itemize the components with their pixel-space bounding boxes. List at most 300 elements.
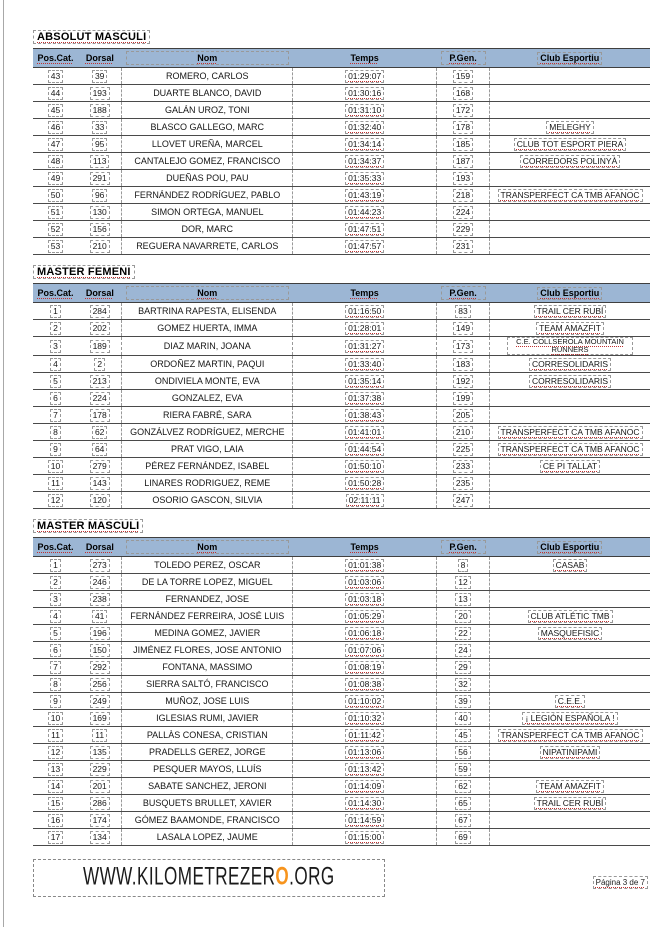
table-row xyxy=(33,68,650,85)
cell-value: 01:35:14 xyxy=(345,375,384,388)
cell-value: 205 xyxy=(453,409,473,422)
pos-cat-cell xyxy=(33,68,78,85)
p-gen-cell xyxy=(437,68,490,85)
nom-cell: OSORIO GASCON, SILVIA xyxy=(122,492,293,509)
pos-cat-cell xyxy=(33,320,78,337)
dorsal-cell xyxy=(78,441,122,458)
nom-cell: MEDINA GOMEZ, JAVIER xyxy=(122,625,293,642)
cell-value: 256 xyxy=(90,678,110,691)
logo-text-post: .ORG xyxy=(289,863,335,891)
cell-value: 46 xyxy=(48,121,63,134)
temps-cell xyxy=(293,608,437,625)
p-gen-cell xyxy=(437,303,490,320)
table-row xyxy=(33,320,650,337)
dorsal-cell xyxy=(78,676,122,693)
cell-value: 2 xyxy=(50,576,61,589)
results-sections xyxy=(33,27,650,846)
pos-cat-column-header xyxy=(33,284,78,303)
pos-cat-cell xyxy=(33,85,78,102)
cell-value: 178 xyxy=(453,121,473,134)
temps-cell xyxy=(293,187,437,204)
cell-value: 39 xyxy=(455,695,470,708)
p-gen-cell xyxy=(437,170,490,187)
footer-logo-box xyxy=(33,859,385,897)
cell-value: 17 xyxy=(48,831,63,844)
cell-value: 65 xyxy=(455,797,470,810)
dorsal-column-header xyxy=(78,538,122,557)
cell-value: 62 xyxy=(455,780,470,793)
cell-value: 120 xyxy=(90,494,110,507)
p-gen-cell xyxy=(437,693,490,710)
cell-value: 59 xyxy=(455,763,470,776)
cell-value: 149 xyxy=(453,322,473,335)
club-cell xyxy=(490,170,650,187)
club-cell xyxy=(490,390,650,407)
club-cell xyxy=(490,85,650,102)
dorsal-cell xyxy=(78,458,122,475)
dorsal-cell xyxy=(78,795,122,812)
table-row xyxy=(33,727,650,744)
p-gen-cell xyxy=(437,795,490,812)
cell-value: 6 xyxy=(50,644,61,657)
p-gen-cell xyxy=(437,221,490,238)
p-gen-cell xyxy=(437,337,490,356)
temps-cell xyxy=(293,373,437,390)
cell-value: 40 xyxy=(455,712,470,725)
p-gen-cell xyxy=(437,608,490,625)
logo-text-pre: WWW.KILOMETREZER xyxy=(83,863,276,891)
temps-cell xyxy=(293,102,437,119)
cell-value: 01:06:18 xyxy=(345,627,384,640)
cell-value: 01:43:19 xyxy=(345,189,384,202)
cell-value: 3 xyxy=(50,340,61,353)
cell-value: 01:05:29 xyxy=(345,610,384,623)
cell-value: 113 xyxy=(90,155,110,168)
cell-value: 210 xyxy=(453,426,473,439)
cell-value: 201 xyxy=(90,780,110,793)
nom-cell: TOLEDO PEREZ, OSCAR xyxy=(122,557,293,574)
pos-cat-cell xyxy=(33,424,78,441)
table-row xyxy=(33,795,650,812)
cell-value: 11 xyxy=(48,477,63,490)
dorsal-cell xyxy=(78,170,122,187)
cell-value: 47 xyxy=(48,138,63,151)
table-row xyxy=(33,829,650,846)
cell-value: 192 xyxy=(453,375,473,388)
nom-cell: DUARTE BLANCO, DAVID xyxy=(122,85,293,102)
cell-value: 159 xyxy=(453,70,473,83)
dorsal-cell xyxy=(78,424,122,441)
cell-value: 11 xyxy=(48,729,63,742)
dorsal-column-header xyxy=(78,284,122,303)
table-row xyxy=(33,170,650,187)
table-row xyxy=(33,238,650,255)
temps-cell xyxy=(293,458,437,475)
cell-value: 01:34:14 xyxy=(345,138,384,151)
p-gen-cell xyxy=(437,424,490,441)
pos-cat-cell xyxy=(33,761,78,778)
cell-value: 185 xyxy=(453,138,473,151)
cell-value: 168 xyxy=(453,87,473,100)
p-gen-cell xyxy=(437,659,490,676)
cell-value: 24 xyxy=(455,644,470,657)
pos-cat-cell xyxy=(33,337,78,356)
column-header-label: P.Gen. xyxy=(441,286,486,300)
cell-value: 199 xyxy=(453,392,473,405)
temps-cell xyxy=(293,761,437,778)
cell-value: TRANSPERFECT CA TMB AFANOC xyxy=(498,426,643,439)
pos-cat-cell xyxy=(33,390,78,407)
nom-cell: BUSQUETS BRULLET, XAVIER xyxy=(122,795,293,812)
p-gen-column-header xyxy=(437,538,490,557)
cell-value: 6 xyxy=(50,392,61,405)
table-row xyxy=(33,591,650,608)
club-cell xyxy=(490,119,650,136)
table-row xyxy=(33,424,650,441)
club-cell xyxy=(490,659,650,676)
dorsal-cell xyxy=(78,812,122,829)
dorsal-cell xyxy=(78,710,122,727)
cell-value: C.E. COLLSEROLA MOUNTAIN RUNNERS xyxy=(507,337,633,355)
cell-value: 01:01:38 xyxy=(345,559,384,572)
p-gen-cell xyxy=(437,812,490,829)
column-header-label: Dorsal xyxy=(85,288,114,298)
results-section xyxy=(33,255,650,509)
cell-value: 52 xyxy=(48,223,63,236)
column-header-label: Club Esportiu xyxy=(537,541,602,554)
cell-value: 4 xyxy=(50,358,61,371)
cell-value: 14 xyxy=(48,780,63,793)
club-cell xyxy=(490,778,650,795)
nom-cell: PRADELLS GEREZ, JORGE xyxy=(122,744,293,761)
club-cell xyxy=(490,608,650,625)
club-cell xyxy=(490,407,650,424)
nom-cell: LASALA LOPEZ, JAUME xyxy=(122,829,293,846)
cell-value: 273 xyxy=(90,559,110,572)
cell-value: 183 xyxy=(453,358,473,371)
cell-value: 10 xyxy=(48,712,63,725)
club-cell xyxy=(490,591,650,608)
dorsal-cell xyxy=(78,204,122,221)
club-column-header xyxy=(490,538,650,557)
cell-value: 01:44:54 xyxy=(345,443,384,456)
cell-value: 202 xyxy=(90,322,110,335)
temps-column-header xyxy=(293,284,437,303)
dorsal-cell xyxy=(78,221,122,238)
nom-cell: FONTANA, MASSIMO xyxy=(122,659,293,676)
dorsal-cell xyxy=(78,390,122,407)
cell-value: 62 xyxy=(92,426,107,439)
table-row xyxy=(33,761,650,778)
cell-value: 69 xyxy=(455,831,470,844)
cell-value: 01:03:06 xyxy=(345,576,384,589)
cell-value: 7 xyxy=(50,661,61,674)
cell-value: 11 xyxy=(92,729,107,742)
cell-value: TRANSPERFECT CA TMB AFANOC xyxy=(498,443,643,456)
p-gen-cell xyxy=(437,238,490,255)
cell-value: 01:47:51 xyxy=(345,223,384,236)
cell-value: 3 xyxy=(50,593,61,606)
cell-value: 134 xyxy=(90,831,110,844)
nom-cell: LINARES RODRIGUEZ, REME xyxy=(122,475,293,492)
temps-cell xyxy=(293,693,437,710)
temps-cell xyxy=(293,642,437,659)
pos-cat-cell xyxy=(33,795,78,812)
nom-cell: DUEÑAS POU, PAU xyxy=(122,170,293,187)
cell-value: 193 xyxy=(453,172,473,185)
nom-cell: GONZÁLVEZ RODRÍGUEZ, MERCHE xyxy=(122,424,293,441)
table-row xyxy=(33,373,650,390)
cell-value: NIPATINIPAMI xyxy=(540,746,601,759)
club-cell xyxy=(490,625,650,642)
temps-column-header xyxy=(293,538,437,557)
p-gen-column-header xyxy=(437,284,490,303)
cell-value: 01:35:33 xyxy=(345,172,384,185)
temps-cell xyxy=(293,337,437,356)
nom-cell: MUÑOZ, JOSE LUIS xyxy=(122,693,293,710)
pos-cat-cell xyxy=(33,170,78,187)
cell-value: 291 xyxy=(90,172,110,185)
pos-cat-cell xyxy=(33,221,78,238)
cell-value: ¡ LEGIÓN ESPAÑOLA ! xyxy=(522,712,617,725)
nom-cell: SIMON ORTEGA, MANUEL xyxy=(122,204,293,221)
club-column-header xyxy=(490,49,650,68)
cell-value: 246 xyxy=(90,576,110,589)
cell-value: CASAB xyxy=(553,559,588,572)
nom-cell: IGLESIAS RUMI, JAVIER xyxy=(122,710,293,727)
p-gen-cell xyxy=(437,710,490,727)
nom-cell: PESQUER MAYOS, LLUÍS xyxy=(122,761,293,778)
temps-cell xyxy=(293,136,437,153)
cell-value: 45 xyxy=(48,104,63,117)
club-cell xyxy=(490,136,650,153)
club-cell xyxy=(490,492,650,509)
cell-value: MASQUEFISIC xyxy=(538,627,603,640)
temps-cell xyxy=(293,153,437,170)
dorsal-cell xyxy=(78,102,122,119)
cell-value: 64 xyxy=(92,443,107,456)
results-section xyxy=(33,27,650,255)
pos-cat-cell xyxy=(33,373,78,390)
club-cell xyxy=(490,795,650,812)
cell-value: 01:03:18 xyxy=(345,593,384,606)
p-gen-cell xyxy=(437,727,490,744)
club-column-header xyxy=(490,284,650,303)
cell-value: 01:10:02 xyxy=(345,695,384,708)
cell-value: 45 xyxy=(455,729,470,742)
nom-cell: BLASCO GALLEGO, MARC xyxy=(122,119,293,136)
temps-cell xyxy=(293,356,437,373)
dorsal-cell xyxy=(78,153,122,170)
pos-cat-cell xyxy=(33,557,78,574)
cell-value: 01:37:38 xyxy=(345,392,384,405)
cell-value: 235 xyxy=(453,477,473,490)
cell-value: 48 xyxy=(48,155,63,168)
nom-cell: FERNÁNDEZ RODRÍGUEZ, PABLO xyxy=(122,187,293,204)
column-header-label: Dorsal xyxy=(85,53,114,63)
cell-value: 51 xyxy=(48,206,63,219)
column-header-label: Temps xyxy=(350,542,379,552)
pos-cat-cell xyxy=(33,356,78,373)
pos-cat-cell xyxy=(33,608,78,625)
cell-value: 01:08:38 xyxy=(345,678,384,691)
pos-cat-cell xyxy=(33,441,78,458)
temps-cell xyxy=(293,710,437,727)
dorsal-cell xyxy=(78,608,122,625)
dorsal-cell xyxy=(78,356,122,373)
column-header-label: Club Esportiu xyxy=(537,287,602,300)
dorsal-cell xyxy=(78,119,122,136)
table-row xyxy=(33,407,650,424)
dorsal-cell xyxy=(78,727,122,744)
cell-value: 33 xyxy=(92,121,107,134)
nom-cell: GOMEZ HUERTA, IMMA xyxy=(122,320,293,337)
temps-cell xyxy=(293,625,437,642)
column-header-label: Temps xyxy=(350,53,379,63)
nom-column-header xyxy=(122,284,293,303)
cell-value: 01:07:06 xyxy=(345,644,384,657)
cell-value: 01:15:00 xyxy=(345,831,384,844)
column-header-label: Nom xyxy=(126,51,289,65)
cell-value: 189 xyxy=(90,340,110,353)
cell-value: 01:10:32 xyxy=(345,712,384,725)
cell-value: 50 xyxy=(48,189,63,202)
cell-value: 13 xyxy=(48,763,63,776)
pos-cat-cell xyxy=(33,136,78,153)
table-row xyxy=(33,221,650,238)
cell-value: 8 xyxy=(50,678,61,691)
cell-value: 1 xyxy=(50,559,61,572)
cell-value: 01:30:16 xyxy=(345,87,384,100)
column-header-label: Pos.Cat. xyxy=(37,288,74,298)
pos-cat-cell xyxy=(33,574,78,591)
dorsal-cell xyxy=(78,337,122,356)
temps-cell xyxy=(293,659,437,676)
p-gen-cell xyxy=(437,119,490,136)
cell-value: 4 xyxy=(50,610,61,623)
cell-value: 29 xyxy=(455,661,470,674)
p-gen-cell xyxy=(437,829,490,846)
cell-value: CORRESOLIDARIS xyxy=(529,358,611,371)
table-row xyxy=(33,102,650,119)
temps-cell xyxy=(293,170,437,187)
temps-cell xyxy=(293,424,437,441)
results-table xyxy=(33,537,650,846)
temps-cell xyxy=(293,390,437,407)
dorsal-cell xyxy=(78,829,122,846)
temps-cell xyxy=(293,574,437,591)
cell-value: CLUB TOT ESPORT PIERA xyxy=(514,138,626,151)
nom-cell: FERNANDEZ, JOSE xyxy=(122,591,293,608)
pos-cat-cell xyxy=(33,591,78,608)
cell-value: 01:08:19 xyxy=(345,661,384,674)
cell-value: TRANSPERFECT CA TMB AFANOC xyxy=(498,729,643,742)
club-cell xyxy=(490,829,650,846)
nom-cell: ORDOÑEZ MARTIN, PAQUI xyxy=(122,356,293,373)
cell-value: 229 xyxy=(453,223,473,236)
table-row xyxy=(33,85,650,102)
cell-value: 5 xyxy=(50,627,61,640)
cell-value: 01:34:37 xyxy=(345,155,384,168)
cell-value: 174 xyxy=(90,814,110,827)
page-left-edge xyxy=(3,0,4,927)
nom-cell: SIERRA SALTÓ, FRANCISCO xyxy=(122,676,293,693)
p-gen-cell xyxy=(437,102,490,119)
p-gen-cell xyxy=(437,85,490,102)
cell-value: TRAIL CER RUBÍ xyxy=(534,305,607,318)
temps-cell xyxy=(293,303,437,320)
cell-value: 12 xyxy=(455,576,470,589)
nom-column-header xyxy=(122,49,293,68)
cell-value: 5 xyxy=(50,375,61,388)
cell-value: CLUB ATLÉTIC TMB xyxy=(528,610,613,623)
table-row xyxy=(33,812,650,829)
pos-cat-column-header xyxy=(33,49,78,68)
temps-cell xyxy=(293,441,437,458)
club-cell xyxy=(490,727,650,744)
cell-value: 01:11:42 xyxy=(345,729,383,742)
p-gen-cell xyxy=(437,761,490,778)
cell-value: 49 xyxy=(48,172,63,185)
cell-value: 156 xyxy=(90,223,110,236)
temps-cell xyxy=(293,591,437,608)
table-row xyxy=(33,574,650,591)
temps-cell xyxy=(293,829,437,846)
temps-cell xyxy=(293,795,437,812)
cell-value: 01:44:23 xyxy=(345,206,384,219)
pos-cat-cell xyxy=(33,102,78,119)
nom-cell: PRAT VIGO, LAIA xyxy=(122,441,293,458)
cell-value: 224 xyxy=(90,392,110,405)
p-gen-cell xyxy=(437,676,490,693)
table-row xyxy=(33,337,650,356)
cell-value: 43 xyxy=(48,70,63,83)
nom-cell: DE LA TORRE LOPEZ, MIGUEL xyxy=(122,574,293,591)
nom-cell: RIERA FABRÉ, SARA xyxy=(122,407,293,424)
nom-cell: SABATE SANCHEZ, JERONI xyxy=(122,778,293,795)
temps-cell xyxy=(293,676,437,693)
cell-value: 56 xyxy=(455,746,470,759)
cell-value: MELEGHY xyxy=(546,121,594,134)
cell-value: 143 xyxy=(90,477,110,490)
table-row xyxy=(33,778,650,795)
temps-cell xyxy=(293,407,437,424)
temps-cell xyxy=(293,85,437,102)
cell-value: 39 xyxy=(92,70,107,83)
club-cell xyxy=(490,458,650,475)
cell-value: 12 xyxy=(48,746,63,759)
club-cell xyxy=(490,424,650,441)
temps-column-header xyxy=(293,49,437,68)
cell-value: 15 xyxy=(48,797,63,810)
nom-cell: DIAZ MARIN, JOANA xyxy=(122,337,293,356)
p-gen-cell xyxy=(437,187,490,204)
temps-cell xyxy=(293,744,437,761)
pos-cat-cell xyxy=(33,303,78,320)
cell-value: 02:11:11 xyxy=(346,494,384,507)
cell-value: 16 xyxy=(48,814,63,827)
cell-value: 225 xyxy=(453,443,473,456)
dorsal-cell xyxy=(78,693,122,710)
header-row xyxy=(33,49,650,68)
club-cell xyxy=(490,68,650,85)
cell-value: 292 xyxy=(90,661,110,674)
dorsal-cell xyxy=(78,557,122,574)
cell-value: 01:50:28 xyxy=(345,477,384,490)
column-header-label: Pos.Cat. xyxy=(37,53,74,63)
cell-value: 213 xyxy=(90,375,110,388)
cell-value: 130 xyxy=(90,206,110,219)
